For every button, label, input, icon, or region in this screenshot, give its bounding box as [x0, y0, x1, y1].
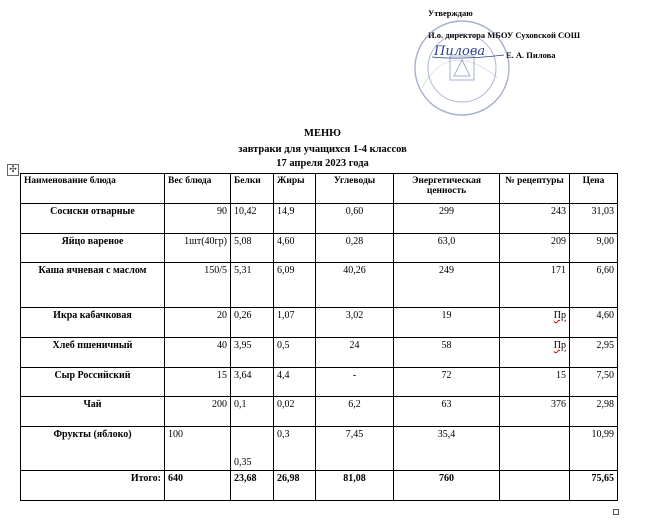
table-row: [21, 397, 618, 427]
fats: 0,02: [274, 397, 316, 427]
menu-date: 17 апреля 2023 года: [276, 158, 369, 169]
dish-weight: 15: [165, 368, 231, 397]
dish-weight: 150/5: [165, 263, 231, 308]
table-row: [21, 204, 618, 234]
carbs: 7,45: [316, 427, 394, 471]
fats: 4,4: [274, 368, 316, 397]
proteins: 3,64: [231, 368, 274, 397]
carbs: 3,02: [316, 308, 394, 338]
header-cell: Белки: [231, 174, 274, 204]
carbs: 24: [316, 338, 394, 368]
energy: 35,4: [394, 427, 500, 471]
dish-name: Сыр Российский: [21, 368, 165, 397]
total-recipe: [500, 471, 570, 501]
price: 31,03: [570, 204, 618, 234]
proteins: 5,31: [231, 263, 274, 308]
recipe-number: Пр: [500, 338, 570, 368]
approval-position: И.о. директора МБОУ Суховской СОШ: [428, 30, 581, 40]
table-row: [21, 368, 618, 397]
energy: 299: [394, 204, 500, 234]
carbs: 0,28: [316, 234, 394, 263]
header-cell: Углеводы: [316, 174, 394, 204]
energy: 63: [394, 397, 500, 427]
energy: 72: [394, 368, 500, 397]
total-price: 75,65: [570, 471, 618, 501]
dish-name: Каша ячневая с маслом: [21, 263, 165, 308]
price: 2,95: [570, 338, 618, 368]
carbs: -: [316, 368, 394, 397]
total-carbs: 81,08: [316, 471, 394, 501]
price: 2,98: [570, 397, 618, 427]
approval-director-name: Е. А. Пилова: [506, 50, 556, 60]
recipe-number: 15: [500, 368, 570, 397]
header-cell: Вес блюда: [165, 174, 231, 204]
dish-weight: 100: [165, 427, 231, 471]
table-resize-handle[interactable]: [613, 509, 619, 515]
dish-name: Яйцо вареное: [21, 234, 165, 263]
proteins: 0,1: [231, 397, 274, 427]
energy: 58: [394, 338, 500, 368]
recipe-number: 209: [500, 234, 570, 263]
header-cell: Жиры: [274, 174, 316, 204]
total-weight: 640: [165, 471, 231, 501]
table-row: [21, 234, 618, 263]
dish-weight: 1шт(40гр): [165, 234, 231, 263]
proteins: 0,26: [231, 308, 274, 338]
fats: 0,3: [274, 427, 316, 471]
table-row: [21, 427, 618, 471]
price: 6,60: [570, 263, 618, 308]
dish-name: Икра кабачковая: [21, 308, 165, 338]
total-fats: 26,98: [274, 471, 316, 501]
proteins: 0,35: [231, 427, 274, 471]
dish-weight: 20: [165, 308, 231, 338]
header-cell: Энергетическая ценность: [394, 174, 500, 204]
recipe-number: Пр: [500, 308, 570, 338]
dish-name: Хлеб пшеничный: [21, 338, 165, 368]
proteins: 10,42: [231, 204, 274, 234]
recipe-number: 376: [500, 397, 570, 427]
energy: 19: [394, 308, 500, 338]
header-cell: Наименование блюда: [21, 174, 165, 204]
carbs: 40,26: [316, 263, 394, 308]
header-cell: № рецептуры: [500, 174, 570, 204]
price: 9,00: [570, 234, 618, 263]
fats: 0,5: [274, 338, 316, 368]
total-row: [21, 471, 618, 501]
table-header-row: [21, 174, 618, 204]
total-label: Итого:: [21, 471, 165, 501]
header-cell: Цена: [570, 174, 618, 204]
table-row: [21, 263, 618, 308]
dish-weight: 200: [165, 397, 231, 427]
recipe-number: 243: [500, 204, 570, 234]
fats: 4,60: [274, 234, 316, 263]
dish-weight: 90: [165, 204, 231, 234]
official-stamp: [408, 18, 516, 118]
price: 7,50: [570, 368, 618, 397]
fats: 14,9: [274, 204, 316, 234]
dish-name: Сосиски отварные: [21, 204, 165, 234]
dish-name: Чай: [21, 397, 165, 427]
table-row: [21, 308, 618, 338]
total-energy: 760: [394, 471, 500, 501]
menu-title: МЕНЮ: [304, 128, 341, 139]
menu-table: [20, 173, 618, 501]
director-signature: [432, 41, 508, 61]
energy: 63,0: [394, 234, 500, 263]
carbs: 6,2: [316, 397, 394, 427]
menu-subtitle: завтраки для учащихся 1-4 классов: [238, 144, 407, 155]
table-row: [21, 338, 618, 368]
recipe-number: [500, 427, 570, 471]
dish-weight: 40: [165, 338, 231, 368]
dish-name: Фрукты (яблоко): [21, 427, 165, 471]
price: 4,60: [570, 308, 618, 338]
proteins: 5,08: [231, 234, 274, 263]
recipe-number: 171: [500, 263, 570, 308]
total-proteins: 23,68: [231, 471, 274, 501]
carbs: 0,60: [316, 204, 394, 234]
approval-title: Утверждаю: [428, 8, 473, 18]
fats: 1,07: [274, 308, 316, 338]
proteins: 3,95: [231, 338, 274, 368]
svg-text:Пилова: Пилова: [434, 44, 486, 59]
table-move-handle-icon[interactable]: ✣: [7, 164, 19, 176]
price: 10,99: [570, 427, 618, 471]
energy: 249: [394, 263, 500, 308]
fats: 6,09: [274, 263, 316, 308]
